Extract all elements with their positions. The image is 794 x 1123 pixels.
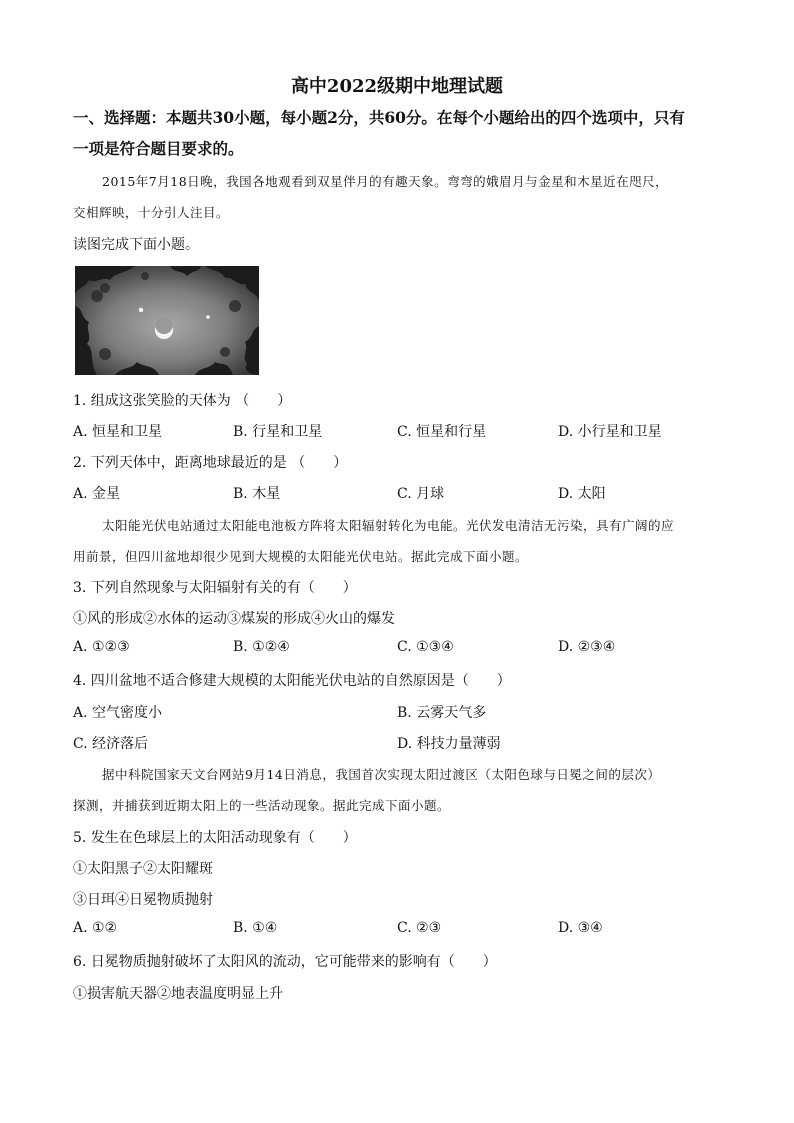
q5-option-a[interactable]: A. ①② (73, 920, 118, 936)
q4-option-c[interactable]: C. 经济落后 (73, 736, 149, 752)
q1-option-c[interactable]: C. 恒星和行星 (397, 424, 487, 440)
q1-option-a[interactable]: A. 恒星和卫星 (73, 424, 163, 440)
section-heading-line1: 一、选择题：本题共30小题，每小题2分，共60分。在每个小题给出的四个选项中，只有 (73, 108, 685, 127)
q3-statements: ①风的形成②水体的运动③煤炭的形成④火山的爆发 (73, 611, 395, 627)
q5-statements-2: ③日珥④日冕物质抛射 (73, 892, 213, 908)
passage1-line1: 2015年7月18日晚，我国各地观看到双星伴月的有趣天象。弯弯的娥眉月与金星和木星近在咫尺， (102, 174, 669, 189)
q5-option-c[interactable]: C. ②③ (397, 920, 442, 936)
q5-statements-1: ①太阳黑子②太阳耀斑 (73, 861, 213, 877)
q2-option-d[interactable]: D. 太阳 (558, 486, 606, 502)
q1-stem: 1. 组成这张笑脸的天体为 （ ） (73, 393, 292, 409)
q3-option-c[interactable]: C. ①③④ (397, 639, 454, 655)
moon-planets-photo (75, 266, 259, 375)
passage3-line2: 探测，并捕获到近期太阳上的一些活动现象。据此完成下面小题。 (73, 798, 451, 813)
q4-option-d[interactable]: D. 科技力量薄弱 (397, 736, 501, 752)
q4-option-a[interactable]: A. 空气密度小 (73, 705, 163, 721)
q6-statements: ①损害航天器②地表温度明显上升 (73, 986, 283, 1002)
passage3-line1: 据中科院国家天文台网站9月14日消息，我国首次实现太阳过渡区（太阳色球与日冕之间的层次） (102, 767, 661, 782)
q3-option-b[interactable]: B. ①②④ (233, 639, 290, 655)
section-heading-line2: 一项是符合题目要求的。 (73, 139, 244, 158)
q3-option-a[interactable]: A. ①②③ (73, 639, 130, 655)
instruction-text: 读图完成下面小题。 (73, 237, 199, 253)
q4-stem: 4. 四川盆地不适合修建大规模的太阳能光伏电站的自然原因是（ ） (73, 673, 511, 689)
page-title: 高中2022级期中地理试题 (290, 76, 504, 97)
q4-option-b[interactable]: B. 云雾天气多 (397, 705, 487, 721)
q3-stem: 3. 下列自然现象与太阳辐射有关的有（ ） (73, 580, 357, 596)
q5-option-b[interactable]: B. ①④ (233, 920, 278, 936)
passage2-line2: 用前景，但四川盆地却很少见到大规模的太阳能光伏电站。据此完成下面小题。 (73, 549, 529, 564)
q1-option-b[interactable]: B. 行星和卫星 (233, 424, 323, 440)
q2-stem: 2. 下列天体中，距离地球最近的是 （ ） (73, 455, 348, 471)
q1-option-d[interactable]: D. 小行星和卫星 (558, 424, 662, 440)
q3-option-d[interactable]: D. ②③④ (558, 639, 616, 655)
q2-option-a[interactable]: A. 金星 (73, 486, 121, 502)
q5-stem: 5. 发生在色球层上的太阳活动现象有（ ） (73, 830, 357, 846)
q5-option-d[interactable]: D. ③④ (558, 920, 603, 936)
q2-option-c[interactable]: C. 月球 (397, 486, 445, 502)
passage2-line1: 太阳能光伏电站通过太阳能电池板方阵将太阳辐射转化为电能。光伏发电清洁无污染，具有广阔的应 (102, 518, 675, 533)
q6-stem: 6. 日冕物质抛射破坏了太阳风的流动，它可能带来的影响有（ ） (73, 954, 497, 970)
q2-option-b[interactable]: B. 木星 (233, 486, 281, 502)
passage1-line2: 交相辉映，十分引人注目。 (73, 205, 230, 220)
